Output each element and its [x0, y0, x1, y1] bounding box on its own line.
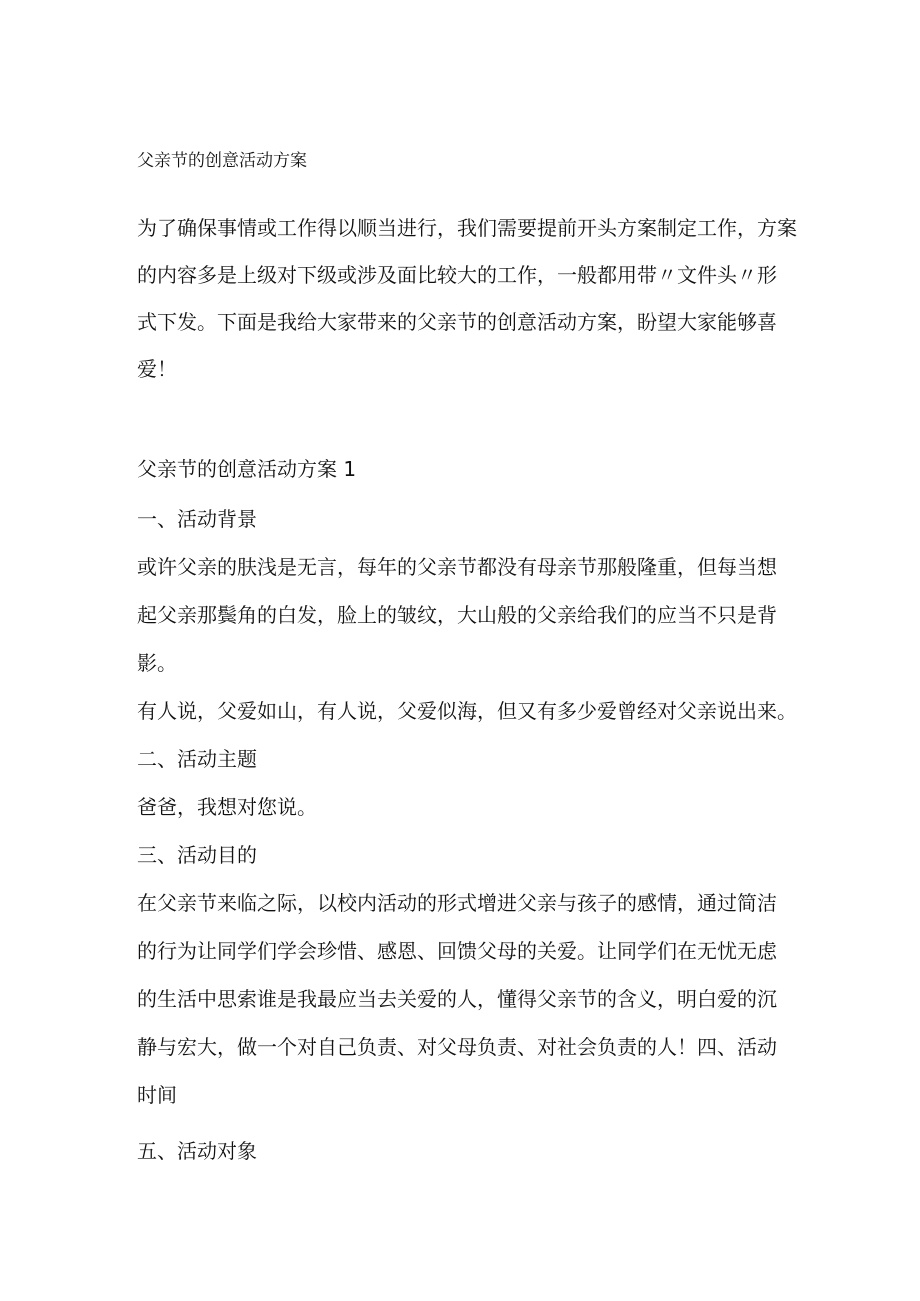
paragraph-line: 的行为让同学们学会珍惜、感恩、回馈父母的关爱。让同学们在无忧无虑: [137, 939, 777, 963]
paragraph-line: 影。: [137, 651, 177, 675]
section-title: 父亲节的创意活动方案 1: [137, 457, 357, 481]
intro-paragraph: [137, 205, 797, 393]
heading-background: 一、活动背景: [137, 507, 257, 531]
paragraph-line: 爸爸，我想对您说。: [137, 795, 317, 819]
paragraph-line: 或许父亲的肤浅是无言，每年的父亲节都没有母亲节那般隆重，但每当想: [137, 555, 777, 579]
paragraph-line: 静与宏大，做一个对自己负责、对父母负责、对社会负责的人！四、活动: [137, 1035, 777, 1059]
paragraph-line: 有人说，父爱如山，有人说，父爱似海，但又有多少爱曾经对父亲说出来。: [137, 699, 797, 723]
heading-audience: 五、活动对象: [137, 1139, 257, 1163]
heading-theme: 二、活动主题: [137, 747, 257, 771]
heading-purpose: 三、活动目的: [137, 843, 257, 867]
paragraph-line: 在父亲节来临之际，以校内活动的形式增进父亲与孩子的感情，通过简洁: [137, 891, 777, 915]
section-body: [137, 495, 797, 1175]
document-title: 父亲节的创意活动方案: [137, 151, 307, 171]
intro-line: 的内容多是上级对下级或涉及面比较大的工作，一般都用带〃文件头〃形: [137, 263, 777, 287]
paragraph-line: 时间: [137, 1083, 177, 1107]
paragraph-line: 的生活中思索谁是我最应当去关爱的人，懂得父亲节的含义，明白爱的沉: [137, 987, 777, 1011]
intro-line: 爱！: [137, 357, 177, 381]
paragraph-line: 起父亲那鬓角的白发，脸上的皱纹，大山般的父亲给我们的应当不只是背: [137, 603, 777, 627]
intro-line: 式下发。下面是我给大家带来的父亲节的创意活动方案，盼望大家能够喜: [137, 310, 777, 334]
intro-line: 为了确保事情或工作得以顺当进行，我们需要提前开头方案制定工作，方案: [137, 216, 797, 240]
